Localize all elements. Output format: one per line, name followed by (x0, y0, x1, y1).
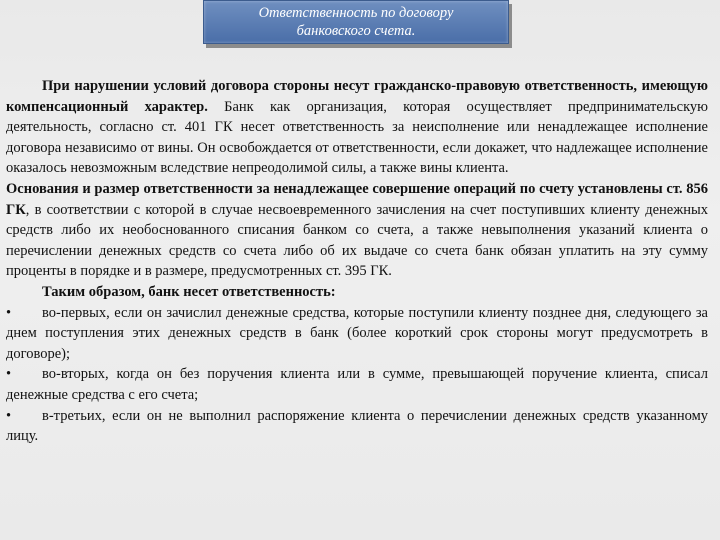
paragraph-2 (6, 179, 708, 282)
bullet-text-2: во-вторых, когда он без поручения клиента или в сумме, превышающей поручение клиента, списал денежные средства с его счета; (6, 366, 708, 403)
bullet-marker: • (6, 304, 12, 321)
bullet-item-1 (6, 303, 708, 365)
title-banner (203, 0, 509, 48)
paragraph-1-text: Банк как организация, которая осуществляет предпринимательскую деятельность, согласно ст. 401 ГК несет ответственность за неисполнение или ненадлежащее исполнение договора независимо от вины. Он освобождается от ответственности, если докажет, что надлежащее исполнение оказалось невозможным вследствие непреодолимой силы, а также вины клиента. (6, 98, 708, 177)
bullet-text-1: во-первых, если он зачислил денежные средства, которые поступили клиенту позднее дня, следующего за днем поступления этих денежных средств в банк (более короткий срок стороны могут предусмотреть в договоре); (6, 304, 708, 362)
bullet-text-3: в-третьих, если он не выполнил распоряжение клиента о перечислении денежных средств указанному лицу. (6, 407, 708, 445)
bullet-item-3 (6, 406, 708, 447)
bullet-marker: • (6, 407, 12, 424)
title-line-1: Ответственность по договору (258, 5, 454, 21)
title-box (203, 0, 509, 44)
paragraph-3-heading: Таким образом, банк несет ответственность: (42, 283, 336, 300)
paragraph-2-bold: Основания и размер ответственности за ненадлежащее совершение операций по счету установлены ст. 856 ГК (6, 180, 708, 218)
paragraph-2-text: , в соответствии с которой в случае несвоевременного зачисления на счет поступивших клиенту денежных средств либо их необоснованного списания банком со счета, а также невыполнения указаний клиента о перечислении денежных средств со счета либо об их выдаче со счета банк обязан уплатить на эту сумму проценты в порядке и в размере, предусмотренных ст. 395 ГК. (6, 201, 708, 280)
bullet-item-2 (6, 364, 708, 405)
paragraph-1-bold: При нарушении условий договора стороны несут гражданско-правовую ответственность, имеющую компенсационный характер. (6, 78, 708, 115)
body-text (6, 76, 708, 447)
paragraph-1 (6, 76, 708, 179)
title-line-2: банковского счета. (296, 23, 416, 39)
bullet-marker: • (6, 366, 12, 383)
